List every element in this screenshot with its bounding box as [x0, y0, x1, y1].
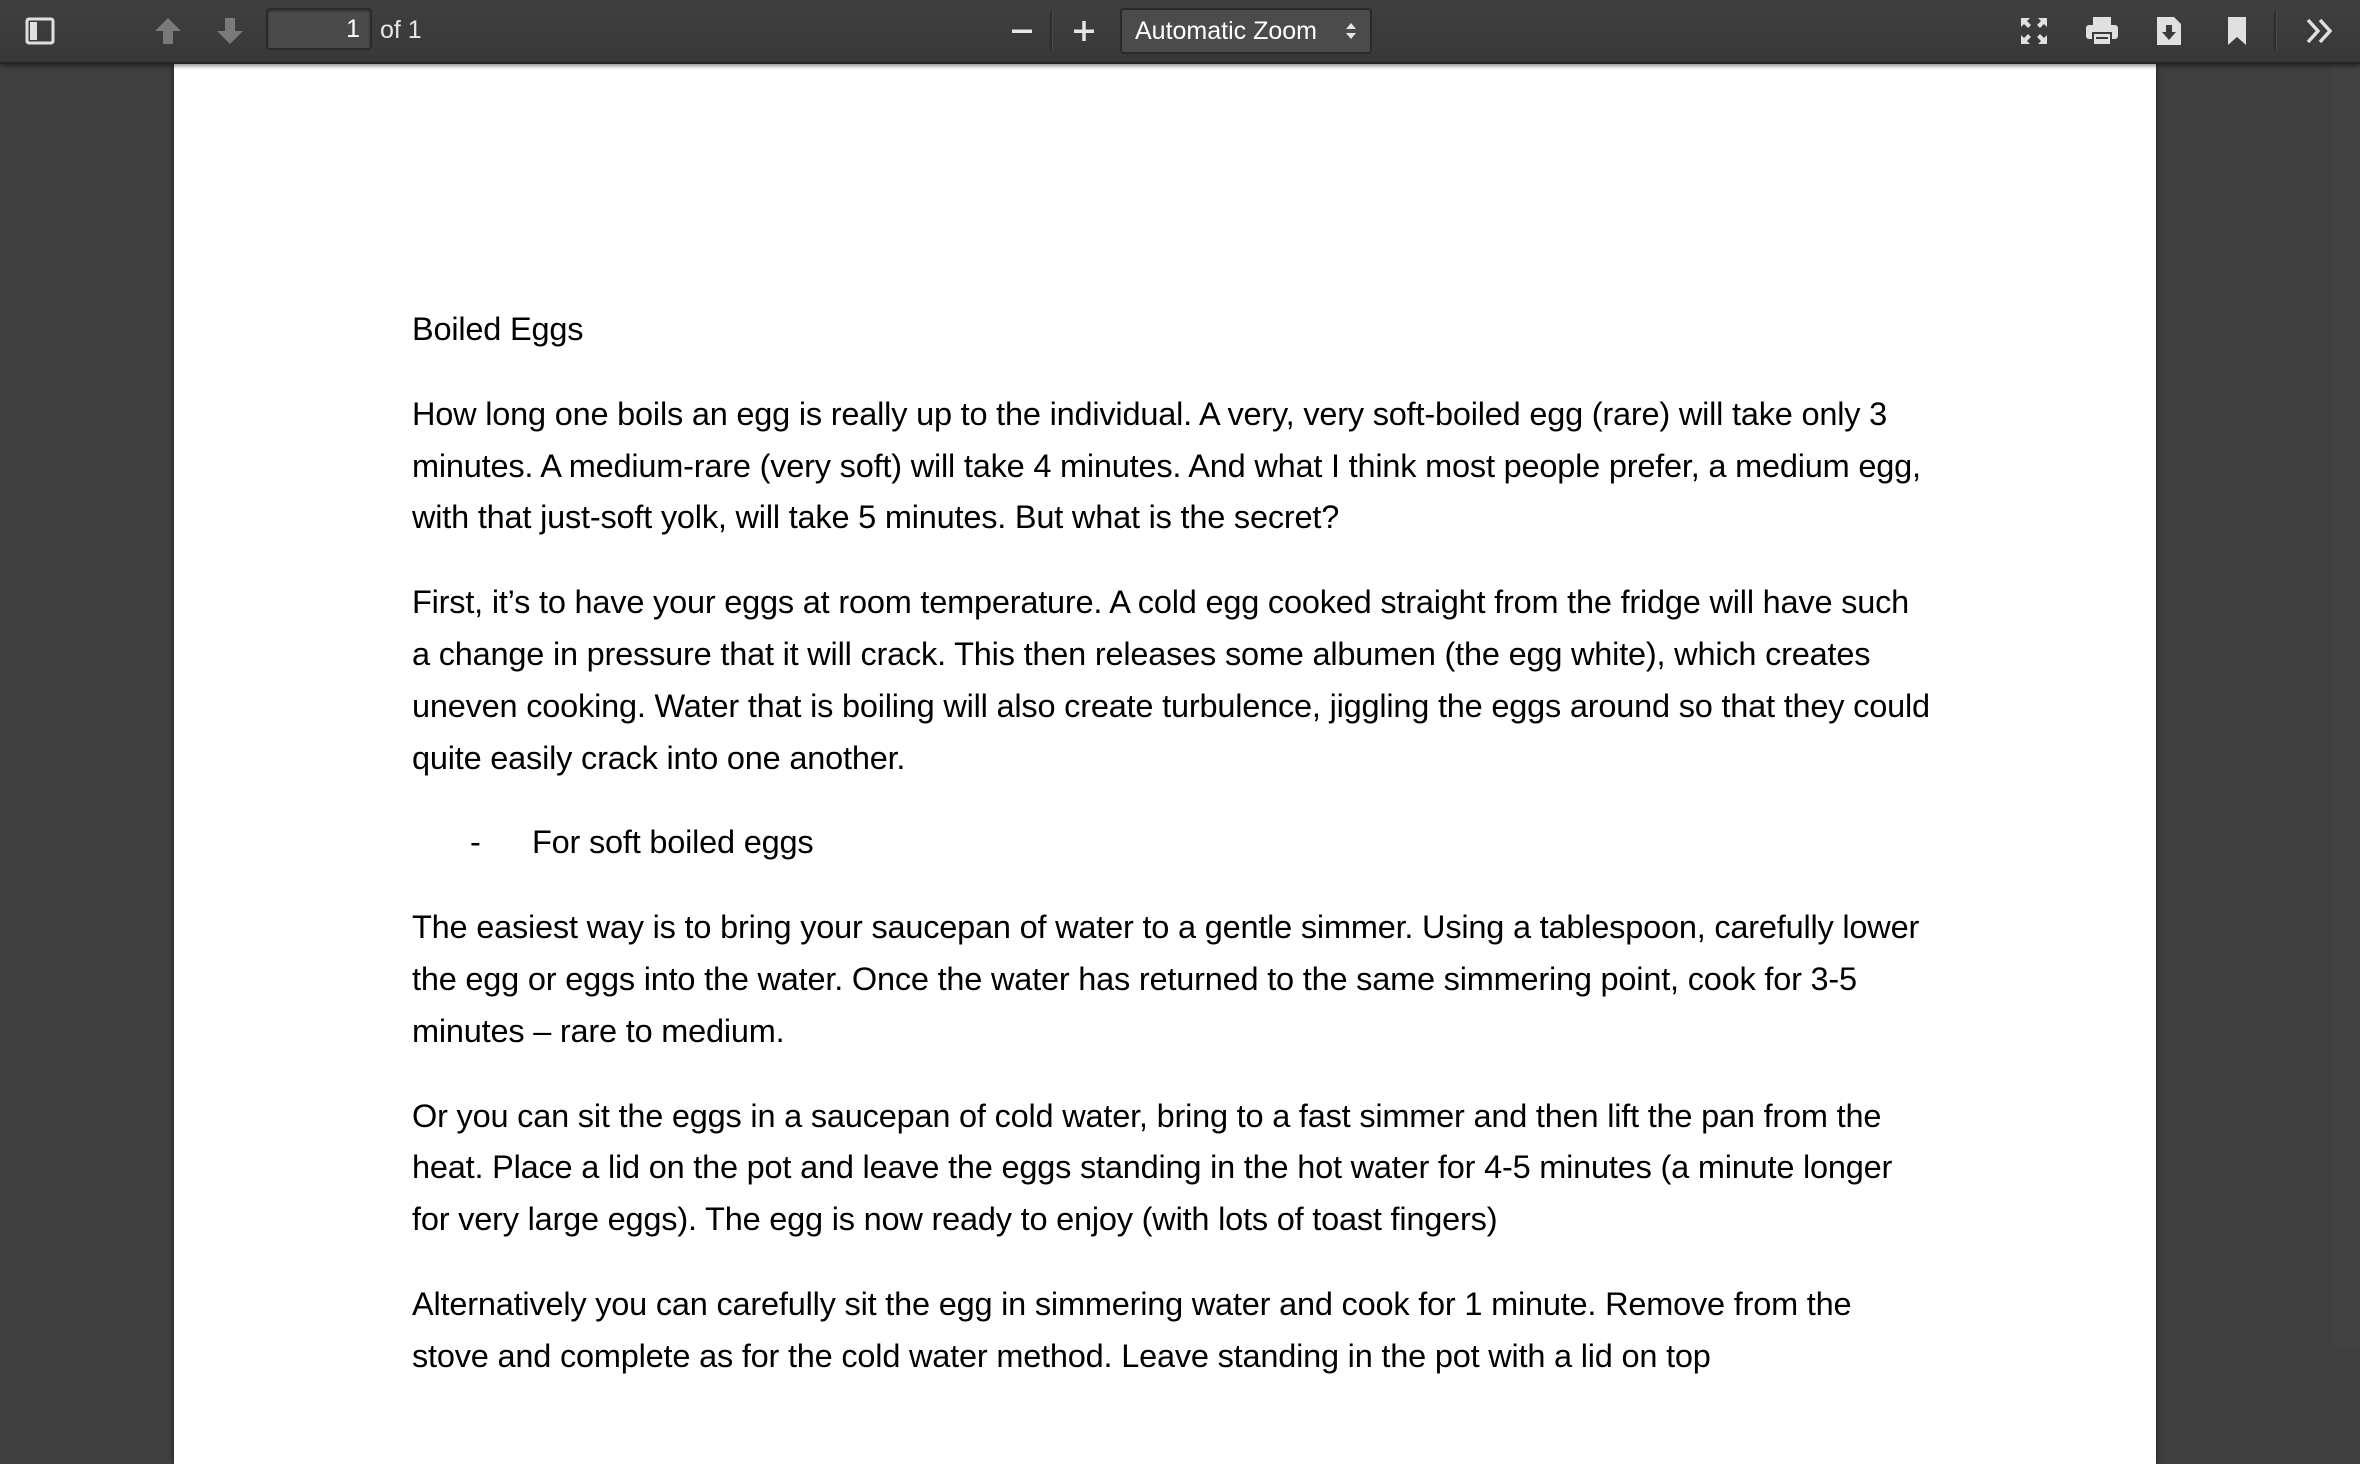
arrow-up-icon — [152, 15, 184, 47]
select-arrows-icon — [1344, 20, 1358, 42]
page-number-input[interactable]: 1 — [266, 8, 372, 50]
pdf-toolbar — [0, 0, 2360, 64]
bookmark-button[interactable] — [2213, 9, 2261, 53]
zoom-in-button[interactable] — [1060, 9, 1108, 53]
paragraph-simmer-method: The easiest way is to bring your saucepan of water to a gentle simmer. Using a tablespoon, carefully lower the egg or eggs into the water. Once the water has returned to the same simmering point, cook for 3-5 minutes – rare to medium. — [412, 909, 1920, 1049]
paragraph-room-temperature: First, it’s to have your eggs at room temperature. A cold egg cooked straight from the fridge will have such a change in pressure that it will crack. This then releases some albumen (the egg white), which creates uneven cooking. Water that is boiling will also create turbulence, jiggling the eggs around so that they could quite easily crack into one another. — [412, 584, 1930, 776]
zoom-out-button[interactable] — [998, 9, 1046, 53]
double-chevron-right-icon — [2304, 16, 2336, 46]
bullet-text: For soft boiled eggs — [532, 824, 814, 861]
paragraph-cold-water-method: Or you can sit the eggs in a saucepan of cold water, bring to a fast simmer and then lift the pan from the heat. Place a lid on the pot and leave the eggs standing in the hot water for 4-5 minutes (a minute longer for very large eggs). The egg is now ready to enjoy (with lots of toast fingers) — [412, 1097, 1893, 1238]
sidebar-toggle-icon — [25, 16, 55, 46]
paragraph-intro: How long one boils an egg is really up to the individual. A very, very soft-boiled egg (rare) will take only 3 minutes. A medium-rare (very soft) will take 4 minutes. And what I think most people prefer, a medium egg, with that just-soft yolk, will take 5 minutes. But what is the secret? — [412, 395, 1921, 536]
zoom-divider — [1050, 12, 1053, 50]
print-button[interactable] — [2078, 9, 2126, 53]
printer-icon — [2084, 15, 2120, 47]
document-title: Boiled Eggs — [412, 311, 584, 347]
previous-page-button[interactable] — [144, 9, 192, 53]
sidebar-toggle-button[interactable] — [16, 9, 64, 53]
next-page-button[interactable] — [206, 9, 254, 53]
page-text — [412, 304, 1932, 1416]
paragraph-alternative-method: Alternatively you can carefully sit the egg in simmering water and cook for 1 minute. Remove from the stove and complete as for the cold water method. Leave standing in the pot with a lid on top — [412, 1285, 1852, 1374]
fullscreen-icon — [2018, 15, 2050, 47]
vertical-scrollbar[interactable] — [2332, 64, 2360, 1348]
zoom-select-value: Automatic Zoom — [1135, 17, 1318, 45]
download-button[interactable] — [2145, 9, 2193, 53]
plus-icon — [1071, 18, 1097, 44]
minus-icon — [1009, 18, 1035, 44]
arrow-down-icon — [214, 15, 246, 47]
zoom-select[interactable] — [1120, 8, 1372, 54]
bullet-marker: - — [470, 824, 481, 861]
download-icon — [2154, 15, 2184, 47]
document-viewer[interactable] — [0, 64, 2360, 1374]
bullet-item — [412, 817, 1932, 869]
presentation-mode-button[interactable] — [2010, 9, 2058, 53]
tools-menu-button[interactable] — [2296, 9, 2344, 53]
bookmark-icon — [2225, 15, 2249, 47]
page-count-label: of 1 — [380, 16, 422, 44]
tools-divider — [2274, 12, 2277, 50]
pdf-page — [174, 64, 2156, 1464]
